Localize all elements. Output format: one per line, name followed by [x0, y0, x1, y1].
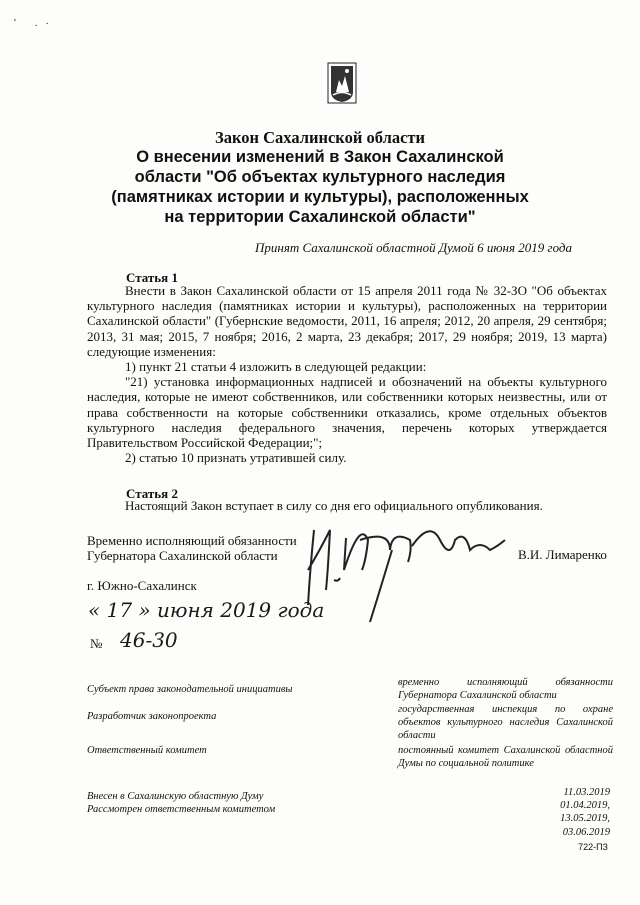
- article-2-text: Настоящий Закон вступает в силу со дня его официального опубликования.: [125, 498, 543, 513]
- footer-label-submitted: Внесен в Сахалинскую областную Думу: [87, 791, 264, 802]
- law-subtitle: О внесении изменений в Закон Сахалинской области "Об объектах культурного наследия (памятниках истории и культуры), расположенных на территории Сахалинской области": [111, 148, 529, 226]
- adoption-line: Принят Сахалинской областной Думой 6 июня 2019 года: [255, 240, 572, 255]
- footer-label-committee: Ответственный комитет: [87, 745, 207, 756]
- city: г. Южно-Сахалинск: [87, 578, 197, 593]
- footer-dates: [560, 786, 610, 839]
- document-code: 722-ПЗ: [578, 842, 608, 852]
- footer-value-committee: постоянный комитет Сахалинской областной Думы по социальной политике: [398, 745, 613, 769]
- footer-value-developer: государственная инспекция по охране объектов культурного наследия Сахалинской области: [398, 704, 613, 741]
- article-1-intro: Внести в Закон Сахалинской области от 15 апреля 2011 года № 32-ЗО "Об объектах культурного наследия (памятниках истории и культуры), расположенных на территории Сахалинской области" (Губернские ведомости, 2011, 16 апреля; 2012, 20 апреля, 29 сентября; 2013, 31 мая; 2015, 7 ноября; 2016, 2 марта, 23 декабря; 2017, 29 ноября; 2019, 13 марта) следующие изменения:: [87, 283, 607, 359]
- article-1-item-1: 1) пункт 21 статьи 4 изложить в следующей редакции:: [125, 359, 427, 375]
- article-1-body: [87, 283, 607, 465]
- signing-date-handwritten: « 17 » июня 2019 года: [88, 598, 325, 622]
- article-1-item-2: 2) статью 10 признать утратившей силу.: [125, 450, 347, 466]
- law-title: Закон Сахалинской области: [214, 128, 426, 147]
- signatory-name: В.И. Лимаренко: [518, 547, 607, 562]
- law-number-handwritten: 46-30: [120, 628, 178, 652]
- footer-value-subject: временно исполняющий обязанности Губернатора Сахалинской области: [398, 677, 613, 701]
- scan-specks: ' .·: [14, 18, 57, 29]
- footer-label-subject: Субъект права законодательной инициативы: [87, 684, 293, 695]
- date-reviewed-2: 13.05.2019,: [560, 813, 610, 825]
- article-1-quote: "21) установка информационных надписей и обозначений на объекты культурного наследия, которые не имеют собственников, или собственники которых неизвестны, или от права собственности на которые собственники отказались, кроме отдельных объектов культурного наследия федерального значения, перечень которых утверждается Правительством Российской Федерации;";: [87, 374, 607, 451]
- date-submitted: 11.03.2019: [563, 787, 610, 798]
- footer-label-reviewed: Рассмотрен ответственным комитетом: [87, 804, 276, 815]
- signatory-position: Временно исполняющий обязанности Губернатора Сахалинской области: [87, 533, 297, 563]
- handwritten-signature: [300, 510, 510, 625]
- article-1-heading: Статья 1: [126, 270, 178, 285]
- coat-of-arms-icon: [327, 62, 357, 104]
- footer-label-developer: Разработчик законопроекта: [87, 711, 217, 722]
- date-reviewed-1: 01.04.2019,: [560, 800, 610, 812]
- article-2-heading: Статья 2: [126, 486, 178, 501]
- law-number-label: №: [90, 636, 103, 651]
- date-reviewed-3: 03.06.2019: [562, 826, 610, 838]
